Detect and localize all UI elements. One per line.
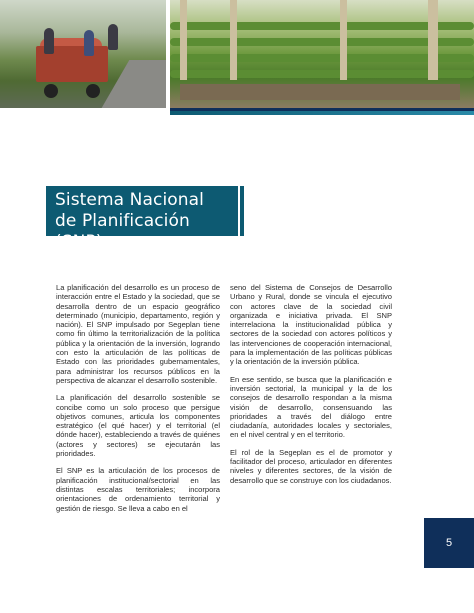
section-title-band [46,186,238,252]
paragraph: El SNP es la articulación de los procesos de planificación institucional/sectorial en las distintas escalas territoriales; incorpora orientaciones de ordenamiento territorial y gestión de riesgo. Se lleva a cabo en el [56,466,220,513]
body-column-left [56,283,220,521]
paragraph: seno del Sistema de Consejos de Desarrollo Urbano y Rural, donde se vincula el ejecutivo con actores clave de la sociedad civil organizada e iniciativa privada. El SNP interrelaciona la institucionalidad pública y sectores de la sociedad con actores políticos y las intervenciones de cooperación internacional, para la implementación de las políticas públicas y la orientación de la inversión pública. [230,283,392,367]
section-title-line1: Sistema Nacional [55,190,204,210]
person-figure [108,24,118,50]
body-column-right [230,283,392,493]
tree-trunk [230,0,237,80]
seedling-tray [180,84,460,100]
tree-trunk [428,0,438,80]
header-photo-nursery [170,0,474,108]
section-title-line2: de Planificación (SNP) [55,211,190,252]
truck-wheel [44,84,58,98]
page-number-box [424,518,474,568]
truck-wheel [86,84,100,98]
person-figure [44,28,54,54]
tree-trunk [340,0,347,80]
paragraph: La planificación del desarrollo sostenible se concibe como un solo proceso que persigue objetivos comunes, articula los componentes estratégico (el qué hacer) y el territorial (el dónde hacer), estableciendo a través de quiénes (actores y sectores) se ejecutarán las prioridades. [56,393,220,459]
tree-trunk [180,0,187,80]
header-divider-teal [170,111,474,115]
section-title [46,186,238,253]
paragraph: La planificación del desarrollo es un proceso de interacción entre el Estado y la sociedad, que se desarrolla dentro de un espacio geográfico determinado (municipio, departamento, región y nación). El SNP impulsado por Segeplan tiene como fin último la territorialización de la política pública y la orientación de la inversión, logrando con esto la articulación de las políticas de Estado con las prioridades gubernamentales, para administrar los recursos públicos en la perspectiva de alcanzar el desarrollo sostenible. [56,283,220,385]
paragraph: En ese sentido, se busca que la planificación e inversión sectorial, la municipal y la de los consejos de desarrollo respondan a la misma visión de desarrollo, consensuando las prioridades a través del diálogo entre ciudadanía, autoridades locales y sectoriales, en el nivel central y en el territorio. [230,374,392,440]
person-figure [84,30,94,56]
paragraph: El rol de la Segeplan es el de promotor y facilitador del proceso, articulador en diferentes niveles y diferentes sectores, de la visión de desarrollo que se construye con los ciudadanos. [230,447,392,485]
header-photo-truck [0,0,166,108]
title-accent-bar [240,186,244,236]
page-number: 5 [445,537,453,549]
